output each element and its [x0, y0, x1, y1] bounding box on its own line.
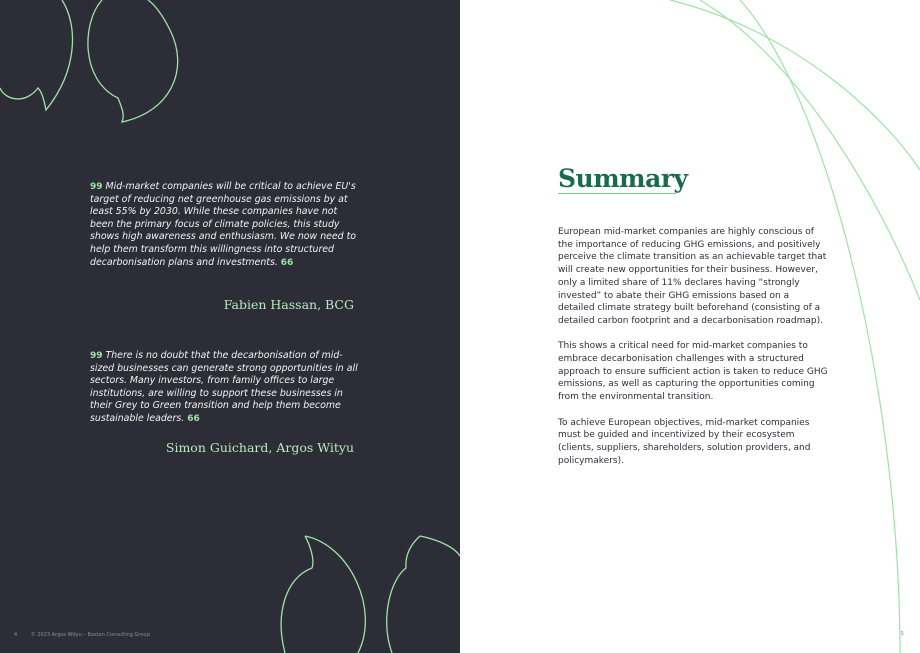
quote-attribution: Fabien Hassan, BCG [223, 297, 354, 312]
top-quote-mark-left-icon [0, 0, 73, 110]
copyright-text: © 2023 Argos Wityu – Boston Consulting Group [30, 632, 150, 638]
quote-attribution: Simon Guichard, Argos Wityu [165, 440, 354, 455]
summary-paragraph: To achieve European objectives, mid-market companies must be guided and incentivized by their ecosystem (clients, suppliers, shareholders, solution providers, and policymakers). [558, 417, 811, 466]
summary-paragraph: This shows a critical need for mid-market companies to embrace decarbonisation challenges with a structured approach to ensure sufficient action is taken to reduce GHG emissions, as well as capturing the opportunities coming from the environmental transition. [558, 341, 828, 403]
title-underline [558, 193, 676, 194]
quote-open-mark: 99 [90, 351, 103, 361]
page-title: Summary [558, 164, 688, 193]
bottom-quote-mark-right-icon [387, 536, 460, 653]
quote-open-mark: 99 [90, 182, 103, 192]
page-number: 5 [900, 631, 904, 637]
arc-line [670, 0, 920, 170]
right-page [460, 0, 920, 653]
bottom-quote-mark-left-icon [281, 536, 365, 653]
quote-text: There is no doubt that the decarbonisation of mid-sized businesses can generate strong opportunities in all sectors. Many investors, from family offices to large institutions, are willing to support these businesses in their Grey to Green transition and help them become sustainable leaders. [90, 350, 358, 424]
quote-text: Mid-market companies will be critical to achieve EU's target of reducing net greenhouse gas emissions by at least 55% by 2030. While these companies have not been the primary focus of climate policies, this study shows high awareness and enthusiasm. We now need to help them transform this willingness into structured decarbonisation plans and investments. [90, 181, 357, 268]
summary-body [558, 226, 828, 480]
quote-close-mark: 66 [280, 257, 294, 268]
summary-paragraph: European mid-market companies are highly conscious of the importance of reducing GHG emissions, and positively perceive the climate transition as an achievable target that will create new opportunities for their business. However, only a limited share of 11% declares having “strongly invested” to abate their GHG emissions based on a detailed climate strategy built beforehand (consisting of a detailed carbon footprint and a decarbonisation roadmap). [558, 227, 827, 326]
quote-simon-guichard [90, 350, 362, 426]
top-quote-mark-right-icon [88, 0, 178, 122]
page-number: 4 [14, 632, 18, 638]
quote-close-mark: 66 [187, 413, 200, 424]
quote-fabien-hassan [90, 181, 362, 269]
page-footer [14, 632, 150, 638]
